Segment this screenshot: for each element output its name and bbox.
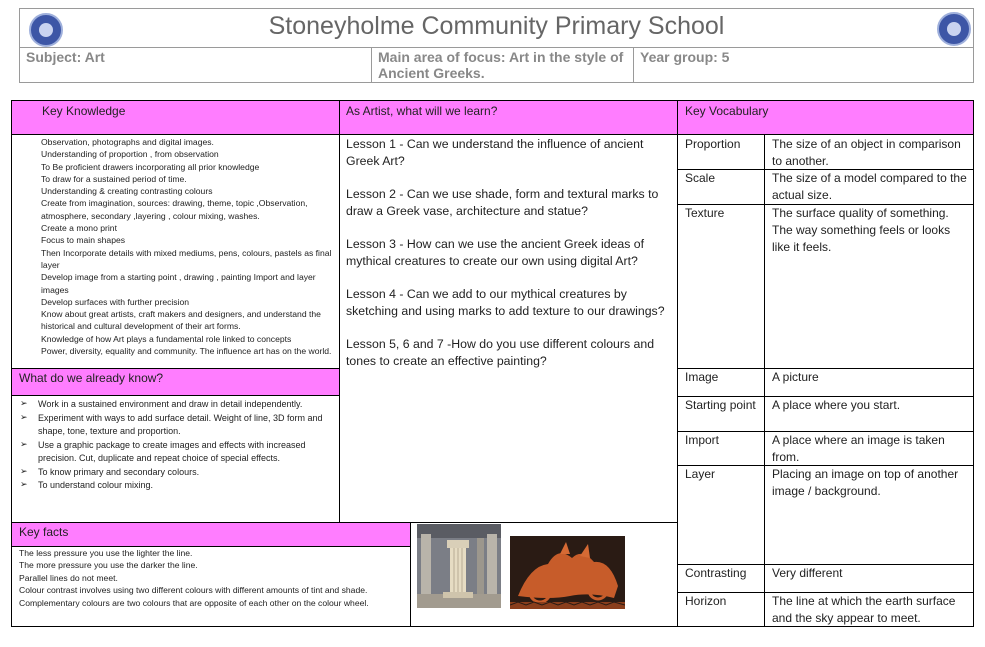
vocab-term: Proportion (685, 137, 741, 151)
subject-label: Subject: Art (20, 47, 372, 82)
prior-knowledge-item: ➢ Experiment with ways to add surface detail. Weight of line, 3D form and shape, tone, texture and proportion. (16, 412, 334, 439)
knowledge-item: Power, diversity, equality and community. The influence art has on the world. (41, 346, 332, 357)
prior-knowledge-item: ➢ To understand colour mixing. (16, 479, 334, 493)
school-crest-icon-right (937, 12, 971, 46)
knowledge-item: Then Incorporate details with mixed mediums, pens, colours, pastels as final layer (41, 247, 332, 270)
vocab-term: Scale (685, 171, 716, 185)
key-knowledge-heading: Key Knowledge (42, 104, 126, 118)
key-knowledge-list (41, 136, 333, 357)
knowledge-item: Create a mono print (41, 223, 117, 234)
greek-column-statue-photo (417, 524, 501, 608)
knowledge-item: To draw for a sustained period of time. (41, 173, 187, 184)
knowledge-item: Focus to main shapes (41, 235, 126, 246)
lesson-item: Lesson 1 - Can we understand the influence of ancient Greek Art? (346, 137, 644, 168)
school-title: Stoneyholme Community Primary School (268, 12, 725, 40)
vocab-heading: Key Vocabulary (685, 104, 769, 118)
vocab-term: Image (685, 370, 719, 384)
fact-item: Complementary colours are two colours that are opposite of each other on the colour wheel. (19, 597, 369, 608)
vocab-definition: A picture (772, 370, 819, 384)
vocab-definition: A place where you start. (772, 398, 901, 412)
lessons-list (346, 136, 672, 386)
grid-line (973, 100, 974, 627)
prior-knowledge-item: ➢ To know primary and secondary colours. (16, 466, 334, 480)
vocab-term: Texture (685, 206, 725, 220)
knowledge-item: Develop surfaces with further precision (41, 296, 190, 307)
grid-line (11, 395, 340, 396)
vocab-definition: The size of an object in comparison to another. (772, 137, 961, 168)
grid-line (11, 100, 974, 101)
vocab-definition: Very different (772, 566, 843, 580)
knowledge-item: To Be proficient drawers incorporating all prior knowledge (41, 161, 260, 172)
grid-line (764, 134, 765, 627)
grid-line (339, 100, 340, 522)
key-facts-header (12, 522, 410, 546)
fact-item: Parallel lines do not meet. (19, 572, 118, 583)
learn-heading: As Artist, what will we learn? (346, 104, 498, 118)
grid-line (11, 522, 678, 523)
already-know-list (16, 398, 334, 493)
knowledge-item: Develop image from a starting point , drawing , painting Import and layer images (41, 272, 316, 295)
vocab-definition: The surface quality of something. The way something feels or looks like it feels. (772, 206, 951, 254)
school-crest-icon-left (29, 13, 63, 47)
vocab-definition: A place where an image is taken from. (772, 433, 945, 464)
info-row (19, 47, 974, 83)
grid-line (11, 100, 12, 627)
vocab-term: Horizon (685, 594, 727, 608)
vocab-term: Starting point (685, 398, 756, 412)
vocab-term: Import (685, 433, 720, 447)
greek-vase-chariot-painting (510, 536, 625, 609)
fact-item: Colour contrast involves using two different colours with different amounts of tint and shade. (19, 585, 368, 596)
knowledge-item: Create from imagination, sources: drawing, theme, topic ,Observation, atmosphere, secondary ,layering , colour mixing, washes. (41, 198, 308, 221)
lesson-item: Lesson 3 - How can we use the ancient Greek ideas of mythical creatures to create our own using digital Art? (346, 237, 645, 268)
grid-line (410, 522, 411, 627)
knowledge-item: Knowledge of how Art plays a fundamental role linked to concepts (41, 333, 292, 344)
vocab-definition: Placing an image on top of another image / background. (772, 467, 959, 498)
vocab-term: Layer (685, 467, 716, 481)
knowledge-item: Know about great artists, craft makers and designers, and understand the historical and cultural development of their art forms. (41, 309, 321, 332)
grid-line (677, 100, 678, 627)
focus-label: Main area of focus: Art in the style of Ancient Greeks. (372, 47, 634, 82)
grid-line (11, 134, 974, 135)
year-group-label: Year group: 5 (640, 49, 730, 65)
key-facts-heading: Key facts (19, 525, 69, 539)
knowledge-item: Understanding & creating contrasting colours (41, 186, 213, 197)
vocab-definition: The line at which the earth surface and the sky appear to meet. (772, 594, 956, 625)
key-facts-list (19, 547, 407, 609)
prior-knowledge-item: ➢ Work in a sustained environment and draw in detail independently. (16, 398, 334, 412)
knowledge-item: Understanding of proportion , from observation (41, 149, 219, 160)
vocab-definition: The size of a model compared to the actual size. (772, 171, 967, 202)
lesson-item: Lesson 4 - Can we add to our mythical creatures by sketching and using marks to add texture to our drawings? (346, 287, 665, 318)
lesson-item: Lesson 5, 6 and 7 -How do you use different colours and tones to create an effective painting? (346, 337, 655, 368)
vocab-term: Contrasting (685, 566, 747, 580)
already-know-heading: What do we already know? (19, 371, 164, 385)
knowledge-item: Observation, photographs and digital images. (41, 137, 214, 147)
lesson-item: Lesson 2 - Can we use shade, form and textural marks to draw a Greek vase, architecture and statue? (346, 187, 659, 218)
fact-item: The less pressure you use the lighter the line. (19, 548, 193, 558)
fact-item: The more pressure you use the darker the line. (19, 560, 198, 571)
prior-knowledge-item: ➢ Use a graphic package to create images and effects with increased precision. Cut, duplicate and repeat choice of special effects. (16, 439, 334, 466)
grid-line (11, 368, 340, 369)
